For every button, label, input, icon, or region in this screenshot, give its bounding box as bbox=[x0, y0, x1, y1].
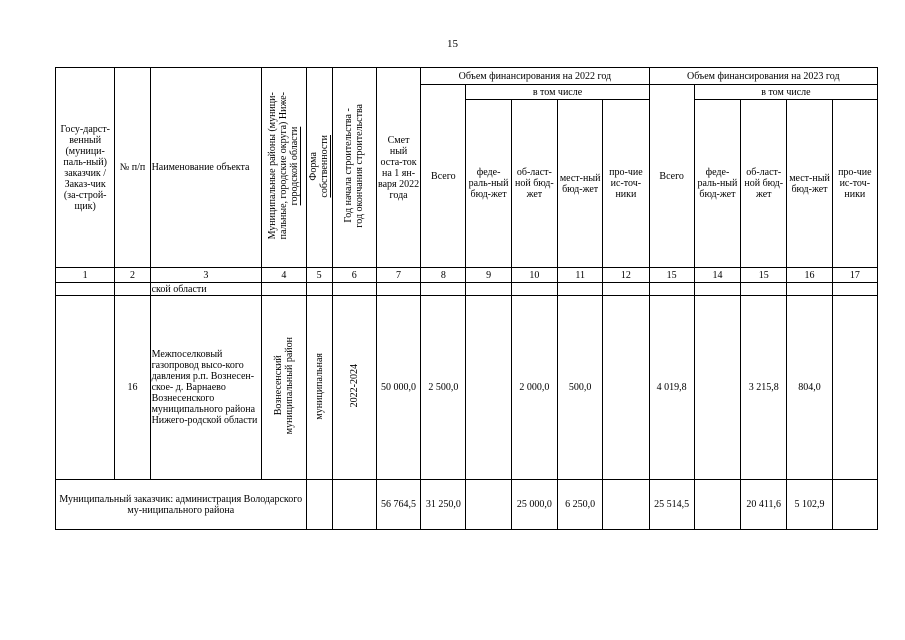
column-number: 16 bbox=[787, 268, 832, 283]
header-federal-2023: феде-раль-ный бюд-жет bbox=[694, 100, 740, 268]
header-customer: Госу-дарст-венный (муници-паль-ный) заказчик / Заказ-чик (за-строй-щик) bbox=[56, 68, 115, 268]
row-regional-2022: 2 000,0 bbox=[511, 296, 557, 480]
header-total-2023: Всего bbox=[649, 85, 694, 268]
header-years: Год начала строительства - год окончания строительства bbox=[332, 68, 376, 268]
row-ownership: муниципальная bbox=[306, 296, 332, 480]
header-object-name: Наименование объекта bbox=[150, 68, 262, 268]
header-regional-2022: об-ласт-ной бюд-жет bbox=[511, 100, 557, 268]
header-including-2022: в том числе bbox=[466, 85, 649, 100]
header-total-2022: Всего bbox=[421, 85, 466, 268]
column-number: 10 bbox=[511, 268, 557, 283]
column-number: 14 bbox=[694, 268, 740, 283]
column-number: 7 bbox=[376, 268, 420, 283]
row-local-2023: 804,0 bbox=[787, 296, 832, 480]
column-number: 1 bbox=[56, 268, 115, 283]
column-number: 15 bbox=[649, 268, 694, 283]
column-number: 5 bbox=[306, 268, 332, 283]
total-regional-2022: 25 000,0 bbox=[511, 480, 557, 530]
total-row bbox=[56, 480, 878, 530]
header-including-2023: в том числе bbox=[694, 85, 877, 100]
column-number: 4 bbox=[262, 268, 306, 283]
total-total-2022: 31 250,0 bbox=[421, 480, 466, 530]
row-federal-2023 bbox=[694, 296, 740, 480]
total-total-2023: 25 514,5 bbox=[649, 480, 694, 530]
column-number: 3 bbox=[150, 268, 262, 283]
row-total-2023: 4 019,8 bbox=[649, 296, 694, 480]
row-other-2022 bbox=[603, 296, 649, 480]
column-number-row bbox=[56, 268, 878, 283]
table-row bbox=[56, 296, 878, 480]
row-other-2023 bbox=[832, 296, 877, 480]
column-number: 2 bbox=[115, 268, 150, 283]
header-ownership: Форма собственности bbox=[306, 68, 332, 268]
continuation-text: ской области bbox=[150, 283, 262, 296]
header-local-2023: мест-ный бюд-жет bbox=[787, 100, 832, 268]
total-local-2022: 6 250,0 bbox=[558, 480, 603, 530]
column-number: 11 bbox=[558, 268, 603, 283]
header-funding-2023: Объем финансирования на 2023 год bbox=[649, 68, 877, 85]
header-regional-2023: об-ласт-ной бюд-жет bbox=[741, 100, 787, 268]
column-number: 17 bbox=[832, 268, 877, 283]
column-number: 6 bbox=[332, 268, 376, 283]
row-num: 16 bbox=[115, 296, 150, 480]
row-regional-2023: 3 215,8 bbox=[741, 296, 787, 480]
header-balance: Смет ный оста-ток на 1 ян-варя 2022 года bbox=[376, 68, 420, 268]
row-total-2022: 2 500,0 bbox=[421, 296, 466, 480]
budget-table bbox=[55, 67, 878, 530]
column-number: 15 bbox=[741, 268, 787, 283]
column-number: 9 bbox=[466, 268, 511, 283]
total-row-label: Муниципальный заказчик: администрация Володарского му-ниципального района bbox=[56, 480, 307, 530]
row-local-2022: 500,0 bbox=[558, 296, 603, 480]
total-local-2023: 5 102,9 bbox=[787, 480, 832, 530]
column-number: 8 bbox=[421, 268, 466, 283]
continuation-row bbox=[56, 283, 878, 296]
row-object-name: Межпоселковый газопровод высо-кого давления р.п. Вознесен-ское- д. Варнаево Вознесенского муниципального района Нижего-родской области bbox=[150, 296, 262, 480]
header-other-2023: про-чие ис-точ-ники bbox=[832, 100, 877, 268]
header-other-2022: про-чие ис-точ-ники bbox=[603, 100, 649, 268]
row-federal-2022 bbox=[466, 296, 511, 480]
header-num: № п/п bbox=[115, 68, 150, 268]
row-district: Вознесенский муниципальный район bbox=[262, 296, 306, 480]
header-district: Муниципальные районы (муници- пальные, городские округа) Ниже- городской области bbox=[262, 68, 306, 268]
row-balance: 50 000,0 bbox=[376, 296, 420, 480]
page-number: 15 bbox=[447, 38, 458, 50]
row-years: 2022-2024 bbox=[332, 296, 376, 480]
header-funding-2022: Объем финансирования на 2022 год bbox=[421, 68, 649, 85]
header-federal-2022: феде-раль-ный бюд-жет bbox=[466, 100, 511, 268]
column-number: 12 bbox=[603, 268, 649, 283]
total-regional-2023: 20 411,6 bbox=[741, 480, 787, 530]
total-balance: 56 764,5 bbox=[376, 480, 420, 530]
header-local-2022: мест-ный бюд-жет bbox=[558, 100, 603, 268]
